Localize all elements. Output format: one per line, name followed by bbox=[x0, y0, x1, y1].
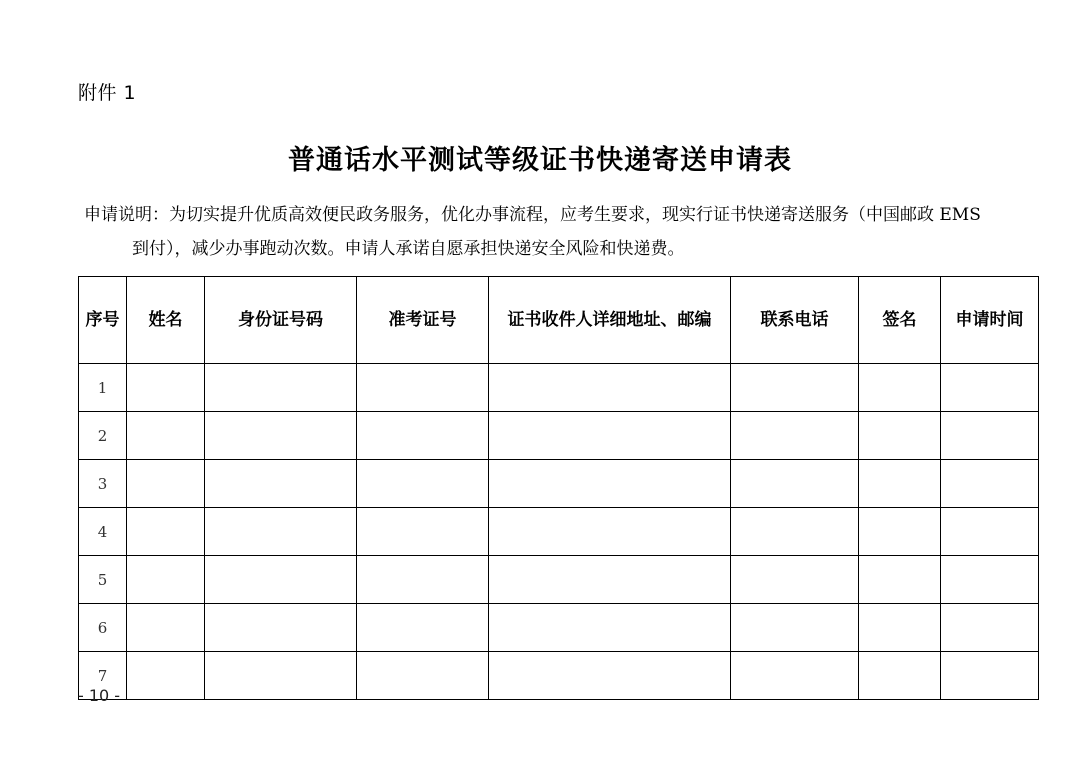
column-header-name: 姓名 bbox=[127, 277, 205, 364]
cell-exam-number[interactable] bbox=[357, 556, 489, 604]
instructions-line-2: 到付），减少办事跑动次数。申请人承诺自愿承担快递安全风险和快递费。 bbox=[132, 239, 685, 259]
cell-id-number[interactable] bbox=[205, 652, 357, 700]
cell-id-number[interactable] bbox=[205, 556, 357, 604]
cell-address[interactable] bbox=[489, 364, 731, 412]
cell-signature[interactable] bbox=[859, 460, 941, 508]
table-row bbox=[79, 652, 1039, 700]
cell-signature[interactable] bbox=[859, 412, 941, 460]
cell-index: 3 bbox=[79, 460, 127, 508]
cell-exam-number[interactable] bbox=[357, 412, 489, 460]
column-header-signature: 签名 bbox=[859, 277, 941, 364]
cell-signature[interactable] bbox=[859, 604, 941, 652]
column-header-apply-time: 申请时间 bbox=[941, 277, 1039, 364]
cell-name[interactable] bbox=[127, 604, 205, 652]
cell-signature[interactable] bbox=[859, 556, 941, 604]
cell-name[interactable] bbox=[127, 460, 205, 508]
page-title: 普通话水平测试等级证书快递寄送申请表 bbox=[288, 145, 792, 176]
cell-index: 4 bbox=[79, 508, 127, 556]
cell-phone[interactable] bbox=[731, 604, 859, 652]
instructions-paragraph bbox=[84, 198, 996, 266]
cell-id-number[interactable] bbox=[205, 604, 357, 652]
cell-id-number[interactable] bbox=[205, 460, 357, 508]
table-row bbox=[79, 412, 1039, 460]
cell-exam-number[interactable] bbox=[357, 652, 489, 700]
cell-index: 6 bbox=[79, 604, 127, 652]
cell-address[interactable] bbox=[489, 508, 731, 556]
cell-address[interactable] bbox=[489, 556, 731, 604]
cell-id-number[interactable] bbox=[205, 412, 357, 460]
cell-phone[interactable] bbox=[731, 556, 859, 604]
cell-address[interactable] bbox=[489, 604, 731, 652]
cell-apply-time[interactable] bbox=[941, 604, 1039, 652]
cell-exam-number[interactable] bbox=[357, 604, 489, 652]
cell-name[interactable] bbox=[127, 412, 205, 460]
table-row bbox=[79, 364, 1039, 412]
cell-address[interactable] bbox=[489, 652, 731, 700]
column-header-id-number: 身份证号码 bbox=[205, 277, 357, 364]
cell-phone[interactable] bbox=[731, 460, 859, 508]
cell-exam-number[interactable] bbox=[357, 460, 489, 508]
table-row bbox=[79, 604, 1039, 652]
cell-id-number[interactable] bbox=[205, 364, 357, 412]
cell-index: 2 bbox=[79, 412, 127, 460]
cell-apply-time[interactable] bbox=[941, 460, 1039, 508]
cell-phone[interactable] bbox=[731, 508, 859, 556]
table-header-row bbox=[79, 277, 1039, 364]
cell-name[interactable] bbox=[127, 652, 205, 700]
cell-signature[interactable] bbox=[859, 652, 941, 700]
cell-name[interactable] bbox=[127, 556, 205, 604]
cell-id-number[interactable] bbox=[205, 508, 357, 556]
cell-index: 5 bbox=[79, 556, 127, 604]
cell-signature[interactable] bbox=[859, 364, 941, 412]
cell-apply-time[interactable] bbox=[941, 412, 1039, 460]
cell-name[interactable] bbox=[127, 508, 205, 556]
table-row bbox=[79, 508, 1039, 556]
table-row bbox=[79, 460, 1039, 508]
instructions-line-1: 申请说明：为切实提升优质高效便民政务服务，优化办事流程，应考生要求，现实行证书快递寄送服务（中国邮政 EMS bbox=[84, 205, 981, 225]
page-number: - 10 - bbox=[78, 686, 121, 705]
application-table bbox=[78, 276, 1039, 700]
column-header-phone: 联系电话 bbox=[731, 277, 859, 364]
cell-signature[interactable] bbox=[859, 508, 941, 556]
column-header-index: 序号 bbox=[79, 277, 127, 364]
cell-phone[interactable] bbox=[731, 364, 859, 412]
cell-address[interactable] bbox=[489, 412, 731, 460]
cell-exam-number[interactable] bbox=[357, 508, 489, 556]
cell-address[interactable] bbox=[489, 460, 731, 508]
cell-phone[interactable] bbox=[731, 412, 859, 460]
cell-name[interactable] bbox=[127, 364, 205, 412]
cell-index: 7 bbox=[79, 652, 127, 700]
cell-apply-time[interactable] bbox=[941, 364, 1039, 412]
cell-exam-number[interactable] bbox=[357, 364, 489, 412]
cell-apply-time[interactable] bbox=[941, 508, 1039, 556]
table-row bbox=[79, 556, 1039, 604]
cell-index: 1 bbox=[79, 364, 127, 412]
cell-apply-time[interactable] bbox=[941, 556, 1039, 604]
cell-apply-time[interactable] bbox=[941, 652, 1039, 700]
column-header-exam-number: 准考证号 bbox=[357, 277, 489, 364]
attachment-label: 附件 1 bbox=[78, 82, 137, 104]
column-header-address: 证书收件人详细地址、邮编 bbox=[489, 277, 731, 364]
cell-phone[interactable] bbox=[731, 652, 859, 700]
